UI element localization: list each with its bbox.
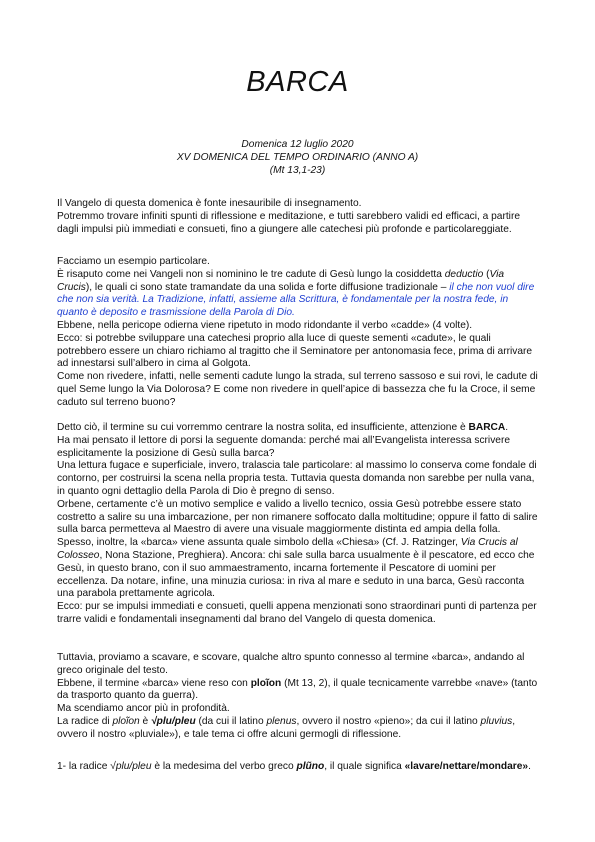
header-date: Domenica 12 luglio 2020 [241,139,354,150]
header-occasion: XV DOMENICA DEL TEMPO ORDINARIO (ANNO A) [176,152,419,163]
paragraph: Ha mai pensato il lettore di porsi la seguente domanda: perché mai all’Evangelista interessa scrivere esplicitamente la posizione di Gesù sulla barca? [57,434,511,459]
section-barca [57,422,539,627]
paragraph: Orbene, certamente c’è un motivo semplice e valido a livello tecnico, ossia Gesù potrebbe essere stato costretto a salire su una imbarcazione, per non rimanere soffocato dalla moltitudine; oppure il fatto di salire sulla barca permetteva al Maestro di avere una visuale maggiormente distinta ed ampia della folla. [57,498,538,536]
paragraph: Tuttavia, proviamo a scavare, e scovare, qualche altro spunto connesso al termine «barca», andando al greco originale del testo. [57,652,525,676]
section-intro [57,198,539,236]
paragraph: Spesso, inoltre, la «barca» viene assunta quale simbolo della «Chiesa» (Cf. J. Ratzinger, Via Crucis al Colosseo, Nona Stazione, Preghiera). Ancora: chi sale sulla barca usualmente è il pescatore, ed ecco che Gesù, in questo brano, con il suo ammaestramento, incarna fortemente il Pescatore di uomini per eccellenza. Da notare, infine, una minuzia curiosa: in riva al mare e seduto in una barca, Gesù racconta una parabola prettamente agricola. [57,537,535,600]
paragraph: Facciamo un esempio particolare. [57,256,210,267]
paragraph: Detto ciò, il termine su cui vorremmo centrare la nostra solita, ed insufficiente, attenzione è BARCA. [57,422,509,433]
list-item: 1- la radice √plu/pleu è la medesima del verbo greco plũno, il quale significa «lavare/nettare/mondare». [57,761,531,772]
header-reference: (Mt 13,1-23) [269,165,326,176]
paragraph: Ecco: si potrebbe sviluppare una catechesi proprio alla luce di queste sementi «cadute», le quali potrebbero essere un chiaro richiamo al tragitto che il Seminatore per antonomasia fece, prima di arrivare ad innestarsi sull’albero in cima al Golgota. [57,332,533,370]
paragraph: Ebbene, il termine «barca» viene reso con ploĩon (Mt 13, 2), il quale tecnicamente varrebbe «nave» (tanto da trasporto quanto da guerra). [57,677,538,702]
paragraph: Come non rivedere, infatti, nelle sementi cadute lungo la strada, sul terreno sassoso e sui rovi, le cadute di quel Seme lungo la Via Dolorosa? E come non rivedere in quell’apice di bassezza che fu la Croce, il seme caduto sul terreno buono? [57,371,538,408]
paragraph: Ebbene, nella pericope odierna viene ripetuto in modo ridondante il verbo «cadde» (4 volte). [57,319,473,331]
paragraph: Il Vangelo di questa domenica è fonte inesauribile di insegnamento. [57,198,362,209]
paragraph: Ma scendiamo ancor più in profondità. [57,703,230,715]
tradition-note: il che non vuol dire che non sia verità. La Tradizione, infatti, assieme alla Scrittura, è fondamentale per la nostra fede, in quanto è deposito e trasmissione della Parola di Dio. [57,281,535,319]
section-greek [57,652,539,742]
section-root-list [57,761,539,774]
paragraph: Potremmo trovare infiniti spunti di riflessione e meditazione, e tutti sarebbero validi ed efficaci, a partire dagli impulsi più immediati e consueti, fino a giungere alle catechesi più profonde e particolareggiate. [57,210,521,235]
section-example [57,256,539,410]
paragraph: È risaputo come nei Vangeli non si nominino le tre cadute di Gesù lungo la cosiddetta deductio (Via Crucis), le quali ci sono state tramandate da una solida e forte diffusione tradizionale – il che non vuol dire che non sia verità. La Tradizione, infatti, assieme alla Scrittura, è fondamentale per la nostra fede, in quanto è deposito e trasmissione della Parola di Dio. [57,268,535,319]
paragraph: La radice di ploĩon è √plu/pleu (da cui il latino plenus, ovvero il nostro «pieno»; da cui il latino pluvius, ovvero il nostro «pluviale»), e tale tema ci offre alcuni germogli di riflessione. [57,715,516,740]
document-title: BARCA [246,66,349,98]
paragraph: Una lettura fugace e superficiale, invero, tralascia tale particolare: al massimo lo conserva come fondale di contorno, per costruirsi la scena nella propria testa. Tuttavia questa domanda non sarebbe per nulla vana, in quanto ogni dettaglio della Parola di Dio è pregno di senso. [57,460,537,497]
keyword-barca: BARCA [468,422,506,433]
paragraph: Ecco: pur se impulsi immediati e consueti, quelli appena menzionati sono straordinari punti di partenza per trarre validi e fondamentali insegnamenti dal brano del Vangelo di questa domenica. [57,601,537,625]
